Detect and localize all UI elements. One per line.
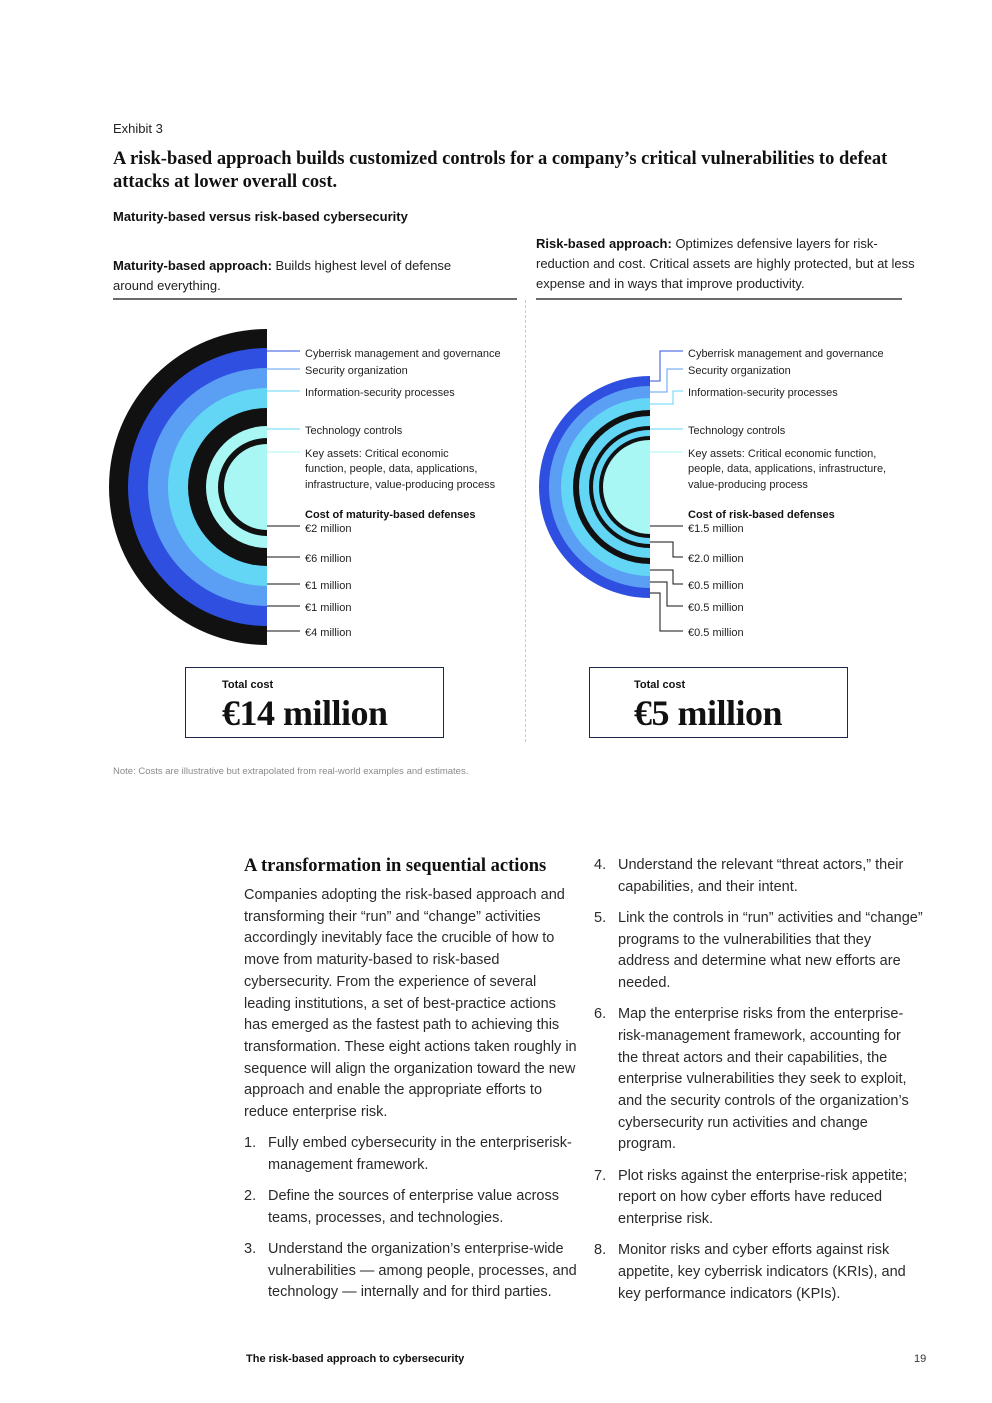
maturity-total-value: €14 million <box>222 693 388 733</box>
section-heading: A transformation in sequential actions <box>244 856 547 876</box>
maturity-label-assets-1: Key assets: Critical economic <box>305 448 449 460</box>
maturity-label-assets-3: infrastructure, value-producing process <box>305 479 496 491</box>
risk-label-tech: Technology controls <box>688 425 786 437</box>
step-text: Understand the relevant “threat actors,” their capabilities, and their intent. <box>618 857 904 895</box>
maturity-label-governance: Cyberrisk management and governance <box>305 348 501 360</box>
list-item <box>244 1239 584 1304</box>
list-item <box>594 1004 924 1156</box>
list-item <box>244 1133 584 1176</box>
maturity-label-tech: Technology controls <box>305 425 403 437</box>
risk-cost-header: Cost of risk-based defenses <box>688 509 835 521</box>
exhibit-label: Exhibit 3 <box>113 121 163 136</box>
risk-diagram <box>539 376 650 598</box>
step-text: Link the controls in “run” activities and “change” programs to the vulnerabilities that they address and determine what new efforts are needed. <box>618 909 923 992</box>
risk-leader-cost-4 <box>650 582 683 606</box>
step-text: Define the sources of enterprise value across teams, processes, and technologies. <box>268 1187 559 1226</box>
maturity-total-label: Total cost <box>222 679 274 691</box>
exhibit-subtitle: Maturity-based versus risk-based cybersecurity <box>113 209 408 224</box>
risk-label-governance: Cyberrisk management and governance <box>688 348 884 360</box>
page-number: 19 <box>914 1353 927 1365</box>
risk-total-box <box>589 667 848 738</box>
list-item <box>244 1186 584 1229</box>
exhibit-note: Note: Costs are illustrative but extrapolated from real-world examples and estimates. <box>113 766 469 777</box>
steps-list-left <box>244 1133 584 1313</box>
risk-cost-1: €1.5 million <box>688 523 744 535</box>
risk-cost-2: €2.0 million <box>688 553 744 565</box>
risk-label-infosec: Information-security processes <box>688 387 838 399</box>
risk-leader-infosec <box>650 391 683 404</box>
maturity-cost-1: €2 million <box>305 523 352 535</box>
maturity-cost-3: €1 million <box>305 580 352 592</box>
step-number: 4. <box>594 857 607 873</box>
maturity-cost-2: €6 million <box>305 553 352 565</box>
maturity-cost-4: €1 million <box>305 602 352 614</box>
maturity-label-security-org: Security organization <box>305 365 408 377</box>
maturity-cost-header: Cost of maturity-based defenses <box>305 509 476 521</box>
maturity-total-box <box>185 667 444 738</box>
list-item <box>594 908 924 995</box>
risk-label-assets-3: value-producing process <box>688 479 808 491</box>
step-text: Plot risks against the enterprise-risk appetite; report on how cyber efforts have reduced enterprise risk. <box>618 1167 908 1228</box>
step-number: 3. <box>244 1240 257 1257</box>
intro-paragraph: Companies adopting the risk-based approach and transforming their “run” and “change” activities accordingly inevitably face the crucible of how to move from maturity-based to risk-based cybersecurity. From the experience of several leading institutions, a set of best-practice actions has emerged as the fastest path to achieving this transformation. These eight actions taken roughly in sequence will align the organization toward the new approach and enable the appropriate efforts to reduce enterprise risk. <box>244 887 577 1121</box>
maturity-approach-text: Builds highest level of defense around everything. <box>113 258 452 293</box>
risk-label-assets-1: Key assets: Critical economic function, <box>688 448 877 460</box>
step-text: Map the enterprise risks from the enterprise-risk-management framework, accounting for the threat actors and their capabilities, the enterprise vulnerabilities they seek to exploit, and the security controls of the organization’s cybersecurity run activities and change program. <box>618 1006 909 1153</box>
exhibit-title: A risk-based approach builds customized controls for a company’s critical vulnerabilities to defeat attacks at lower overall cost. <box>113 149 888 192</box>
maturity-approach-heading: Maturity-based approach: <box>113 258 272 273</box>
risk-approach-heading: Risk-based approach: <box>536 236 672 251</box>
risk-approach-text: Optimizes defensive layers for risk-reduction and cost. Critical assets are highly protected, but at less expense and in ways that improve productivity. <box>536 236 915 291</box>
step-number: 2. <box>244 1187 257 1204</box>
list-item <box>594 855 924 898</box>
steps-list-right <box>594 855 924 1315</box>
step-text: Fully embed cybersecurity in the enterpriserisk- management framework. <box>268 1135 572 1173</box>
step-number: 6. <box>594 1006 607 1023</box>
list-item <box>594 1166 924 1231</box>
step-number: 8. <box>594 1242 607 1259</box>
risk-cost-4: €0.5 million <box>688 602 744 614</box>
risk-cost-5: €0.5 million <box>688 627 744 639</box>
maturity-cost-5: €4 million <box>305 627 352 639</box>
footer-title: The risk-based approach to cybersecurity <box>246 1353 465 1365</box>
risk-label-security-org: Security organization <box>688 365 791 377</box>
step-text: Understand the organization’s enterprise-wide vulnerabilities — among people, processes, and technology — internally and for third parties. <box>268 1240 577 1301</box>
maturity-leader-lines <box>267 351 300 631</box>
risk-cost-3: €0.5 million <box>688 580 744 592</box>
risk-total-value: €5 million <box>634 693 783 733</box>
list-item <box>594 1240 924 1305</box>
maturity-label-infosec: Information-security processes <box>305 387 455 399</box>
maturity-label-assets-2: function, people, data, applications, <box>305 463 478 475</box>
step-number: 5. <box>594 909 607 926</box>
step-number: 7. <box>594 1167 607 1184</box>
step-text: Monitor risks and cyber efforts against risk appetite, key cyberrisk indicators (KRIs), and key performance indicators (KPIs). <box>618 1242 906 1302</box>
risk-label-assets-2: people, data, applications, infrastructure, <box>688 463 887 475</box>
step-number: 1. <box>244 1135 257 1151</box>
risk-total-label: Total cost <box>634 679 686 691</box>
risk-leader-cost-2 <box>650 542 683 557</box>
risk-leader-lines <box>650 351 683 631</box>
